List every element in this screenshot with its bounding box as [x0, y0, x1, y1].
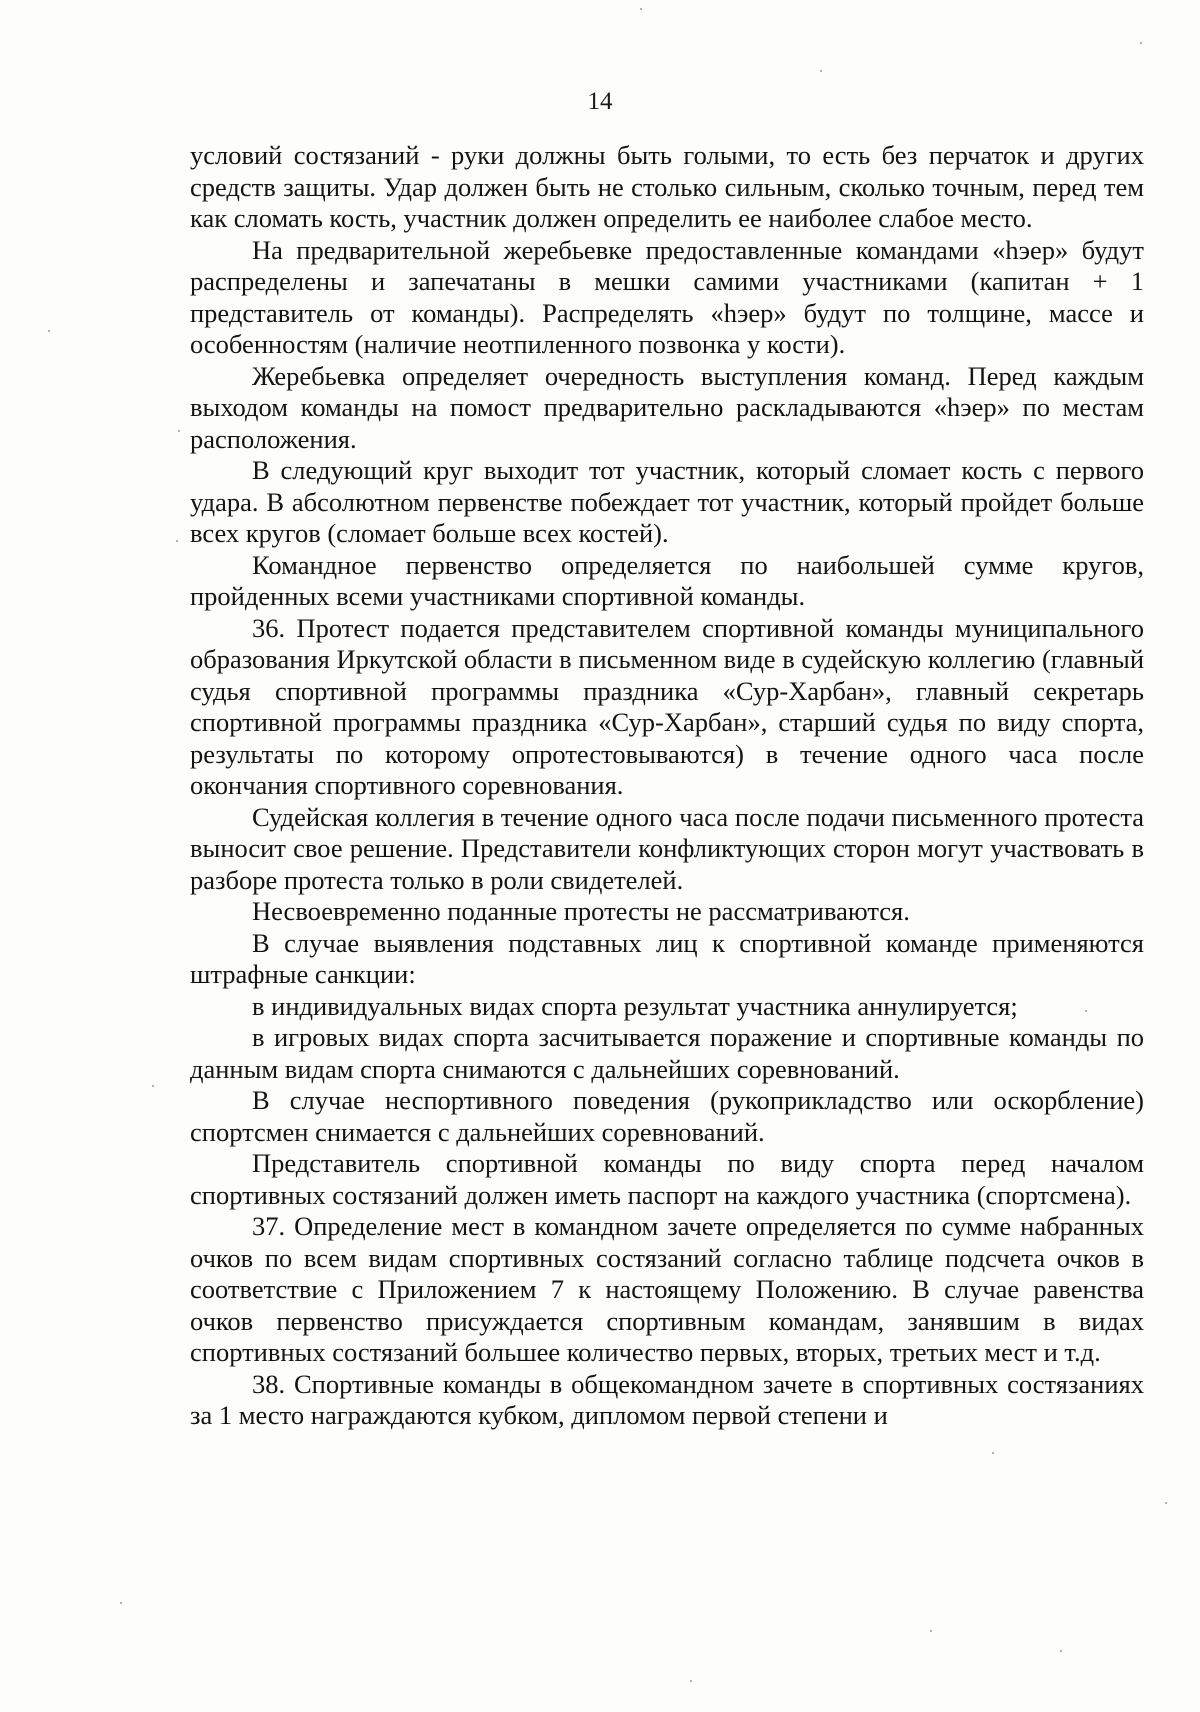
paragraph-2: На предварительной жеребьевке предоставленные командами «hэер» будут распределены и запечатаны в мешки самими участниками (капитан + 1 представитель от команды). Распределять «hэер» будут по толщине, массе и особенностям (наличие неотпиленного позвонка у кости). [190, 234, 1144, 359]
paragraph-11: в игровых видах спорта засчитывается поражение и спортивные команды по данным видам спорта снимаются с дальнейших соревнований. [190, 1022, 1144, 1084]
page-number: 14 [587, 88, 613, 115]
scan-speck [992, 1452, 994, 1454]
paragraph-7: Судейская коллегия в течение одного часа после подачи письменного протеста выносит свое решение. Представители конфликтующих сторон могут участвовать в разборе протеста только в роли свидетелей. [190, 801, 1144, 895]
scan-speck [1140, 42, 1142, 44]
paragraph-9: В случае выявления подставных лиц к спортивной команде применяются штрафные санкции: [190, 927, 1144, 989]
paragraph-14-placement: 37. Определение мест в командном зачете определяется по сумме набранных очков по всем видам спортивных состязаний согласно таблице подсчета очков в соответствие с Приложением 7 к настоящему Положению. В случае равенства очков первенство присуждается спортивным командам, занявшим в видах спортивных состязаний большее количество первых, вторых, третьих мест и т.д. [190, 1211, 1144, 1367]
scan-speck [48, 330, 50, 332]
scan-speck [820, 70, 822, 72]
scan-speck [1085, 1010, 1087, 1012]
scan-speck [1165, 1502, 1167, 1504]
scan-speck [930, 1630, 932, 1632]
scan-speck [120, 1602, 122, 1604]
scan-speck [690, 1680, 692, 1682]
scan-speck [640, 8, 642, 10]
document-body [190, 140, 1144, 1432]
paragraph-5: Командное первенство определяется по наибольшей сумме кругов, пройденных всеми участниками спортивной команды. [190, 549, 1144, 611]
scan-speck [176, 540, 178, 542]
paragraph-10: в индивидуальных видах спорта результат участника аннулируется; [252, 990, 1018, 1021]
paragraph-13: Представитель спортивной команды по виду спорта перед началом спортивных состязаний должен иметь паспорт на каждого участника (спортсмена). [190, 1148, 1144, 1210]
scan-speck [178, 430, 180, 432]
paragraph-12: В случае неспортивного поведения (рукоприкладство или оскорбление) спортсмен снимается с дальнейших соревнований. [190, 1085, 1144, 1147]
paragraph-4: В следующий круг выходит тот участник, который сломает кость с первого удара. В абсолютном первенстве побеждает тот участник, который пройдет больше всех кругов (сломает больше всех костей). [190, 455, 1144, 548]
paragraph-6-protest: 36. Протест подается представителем спортивной команды муниципального образования Иркутской области в письменном виде в судейскую коллегию (главный судья спортивной программы праздника «Сур-Харбан», главный секретарь спортивной программы праздника «Сур-Харбан», старший судья по виду спорта, результаты по которому опротестовываются) в течение одного часа после окончания спортивного соревнования. [190, 612, 1144, 800]
paragraph-1: условий состязаний - руки должны быть голыми, то есть без перчаток и других средств защиты. Удар должен быть не столько сильным, сколько точным, перед тем как сломать кость, участник должен определить ее наиболее слабое место. [190, 140, 1144, 233]
paragraph-8: Несвоевременно поданные протесты не рассматриваются. [252, 896, 910, 926]
scan-speck [152, 1085, 154, 1087]
paragraph-3: Жеребьевка определяет очередность выступления команд. Перед каждым выходом команды на помост предварительно раскладываются «hэер» по местам расположения. [190, 360, 1144, 454]
scan-speck [1060, 1650, 1062, 1652]
paragraph-15-awards: 38. Спортивные команды в общекомандном зачете в спортивных состязаниях за 1 место награждаются кубком, дипломом первой степени и [190, 1368, 1144, 1430]
